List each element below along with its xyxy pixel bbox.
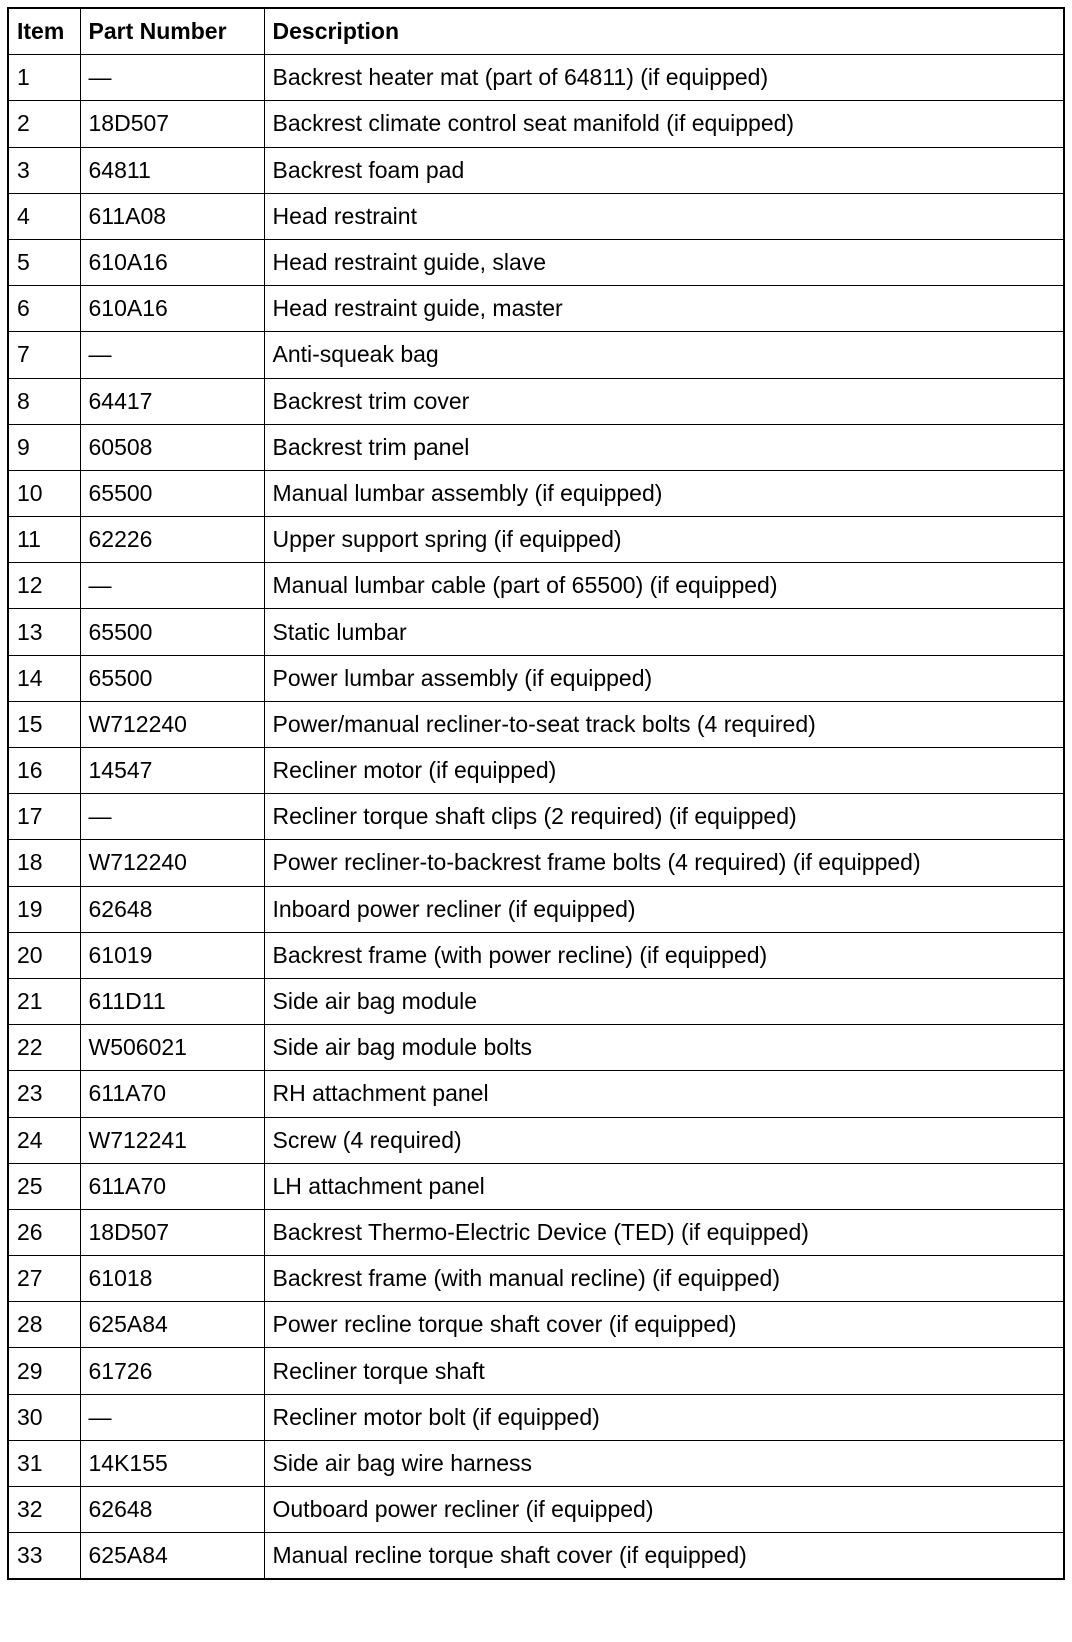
cell-part-number: 18D507 — [80, 1209, 264, 1255]
cell-item: 9 — [8, 424, 80, 470]
cell-part-number: 625A84 — [80, 1302, 264, 1348]
cell-description: LH attachment panel — [264, 1163, 1064, 1209]
cell-item: 7 — [8, 332, 80, 378]
table-header-row — [8, 8, 1064, 55]
table-row — [8, 332, 1064, 378]
table-row — [8, 655, 1064, 701]
table-row — [8, 470, 1064, 516]
cell-part-number: W712241 — [80, 1117, 264, 1163]
cell-item: 19 — [8, 886, 80, 932]
cell-description: Recliner torque shaft — [264, 1348, 1064, 1394]
cell-part-number: 64417 — [80, 378, 264, 424]
table-row — [8, 1302, 1064, 1348]
table-row — [8, 1209, 1064, 1255]
cell-part-number: 62648 — [80, 886, 264, 932]
cell-item: 32 — [8, 1487, 80, 1533]
cell-item: 14 — [8, 655, 80, 701]
cell-item: 4 — [8, 193, 80, 239]
cell-part-number: W506021 — [80, 1025, 264, 1071]
cell-part-number: — — [80, 794, 264, 840]
cell-part-number: 65500 — [80, 655, 264, 701]
column-header-description: Description — [264, 8, 1064, 55]
cell-item: 5 — [8, 239, 80, 285]
cell-description: Backrest foam pad — [264, 147, 1064, 193]
table-row — [8, 424, 1064, 470]
cell-description: Power lumbar assembly (if equipped) — [264, 655, 1064, 701]
table-row — [8, 378, 1064, 424]
cell-description: Power recliner-to-backrest frame bolts (4 required) (if equipped) — [264, 840, 1064, 886]
cell-item: 1 — [8, 55, 80, 101]
cell-description: Anti-squeak bag — [264, 332, 1064, 378]
table-row — [8, 1163, 1064, 1209]
cell-item: 17 — [8, 794, 80, 840]
cell-part-number: 65500 — [80, 470, 264, 516]
table-row — [8, 840, 1064, 886]
table-row — [8, 563, 1064, 609]
cell-description: Manual lumbar assembly (if equipped) — [264, 470, 1064, 516]
cell-description: Static lumbar — [264, 609, 1064, 655]
cell-part-number: 61726 — [80, 1348, 264, 1394]
cell-part-number: 62226 — [80, 517, 264, 563]
cell-item: 25 — [8, 1163, 80, 1209]
cell-description: Manual recline torque shaft cover (if equipped) — [264, 1533, 1064, 1580]
cell-item: 23 — [8, 1071, 80, 1117]
cell-item: 6 — [8, 286, 80, 332]
table-row — [8, 193, 1064, 239]
table-row — [8, 1256, 1064, 1302]
table-row — [8, 517, 1064, 563]
cell-description: Side air bag wire harness — [264, 1440, 1064, 1486]
cell-part-number: 611A08 — [80, 193, 264, 239]
cell-description: Backrest climate control seat manifold (if equipped) — [264, 101, 1064, 147]
parts-table — [7, 7, 1065, 1580]
cell-item: 20 — [8, 932, 80, 978]
cell-description: Upper support spring (if equipped) — [264, 517, 1064, 563]
cell-part-number: 64811 — [80, 147, 264, 193]
cell-description: Backrest heater mat (part of 64811) (if equipped) — [264, 55, 1064, 101]
cell-part-number: — — [80, 563, 264, 609]
table-row — [8, 609, 1064, 655]
cell-description: Side air bag module — [264, 978, 1064, 1024]
cell-description: Backrest frame (with manual recline) (if equipped) — [264, 1256, 1064, 1302]
table-row — [8, 1394, 1064, 1440]
cell-description: Power recline torque shaft cover (if equipped) — [264, 1302, 1064, 1348]
table-row — [8, 286, 1064, 332]
cell-item: 30 — [8, 1394, 80, 1440]
cell-item: 31 — [8, 1440, 80, 1486]
table-row — [8, 1440, 1064, 1486]
cell-description: Recliner torque shaft clips (2 required) (if equipped) — [264, 794, 1064, 840]
table-body — [8, 55, 1064, 1580]
table-row — [8, 1487, 1064, 1533]
cell-description: Head restraint — [264, 193, 1064, 239]
table-row — [8, 978, 1064, 1024]
table-row — [8, 101, 1064, 147]
cell-description: Outboard power recliner (if equipped) — [264, 1487, 1064, 1533]
cell-description: Head restraint guide, slave — [264, 239, 1064, 285]
cell-part-number: 610A16 — [80, 239, 264, 285]
table-row — [8, 886, 1064, 932]
cell-part-number: 60508 — [80, 424, 264, 470]
cell-item: 28 — [8, 1302, 80, 1348]
cell-description: Power/manual recliner-to-seat track bolts (4 required) — [264, 701, 1064, 747]
cell-item: 29 — [8, 1348, 80, 1394]
cell-part-number: — — [80, 332, 264, 378]
cell-description: Backrest trim cover — [264, 378, 1064, 424]
table-row — [8, 1071, 1064, 1117]
cell-description: RH attachment panel — [264, 1071, 1064, 1117]
table-row — [8, 701, 1064, 747]
table-row — [8, 748, 1064, 794]
cell-part-number: 611A70 — [80, 1071, 264, 1117]
table-row — [8, 1348, 1064, 1394]
table-row — [8, 1025, 1064, 1071]
cell-item: 21 — [8, 978, 80, 1024]
cell-item: 11 — [8, 517, 80, 563]
cell-description: Backrest frame (with power recline) (if equipped) — [264, 932, 1064, 978]
cell-item: 33 — [8, 1533, 80, 1580]
cell-description: Head restraint guide, master — [264, 286, 1064, 332]
table-row — [8, 1533, 1064, 1580]
table-row — [8, 1117, 1064, 1163]
cell-part-number: 65500 — [80, 609, 264, 655]
cell-item: 13 — [8, 609, 80, 655]
cell-item: 2 — [8, 101, 80, 147]
column-header-item: Item — [8, 8, 80, 55]
cell-part-number: 14547 — [80, 748, 264, 794]
cell-description: Inboard power recliner (if equipped) — [264, 886, 1064, 932]
cell-part-number: 14K155 — [80, 1440, 264, 1486]
cell-part-number: 625A84 — [80, 1533, 264, 1580]
cell-description: Recliner motor bolt (if equipped) — [264, 1394, 1064, 1440]
cell-description: Manual lumbar cable (part of 65500) (if equipped) — [264, 563, 1064, 609]
cell-item: 8 — [8, 378, 80, 424]
cell-description: Recliner motor (if equipped) — [264, 748, 1064, 794]
cell-description: Screw (4 required) — [264, 1117, 1064, 1163]
cell-part-number: 611D11 — [80, 978, 264, 1024]
table-row — [8, 147, 1064, 193]
cell-item: 10 — [8, 470, 80, 516]
cell-item: 16 — [8, 748, 80, 794]
cell-item: 3 — [8, 147, 80, 193]
cell-part-number: — — [80, 55, 264, 101]
cell-part-number: 610A16 — [80, 286, 264, 332]
cell-description: Side air bag module bolts — [264, 1025, 1064, 1071]
table-row — [8, 239, 1064, 285]
cell-part-number: W712240 — [80, 701, 264, 747]
cell-part-number: 61019 — [80, 932, 264, 978]
cell-description: Backrest trim panel — [264, 424, 1064, 470]
cell-part-number: 18D507 — [80, 101, 264, 147]
cell-item: 15 — [8, 701, 80, 747]
cell-part-number: 611A70 — [80, 1163, 264, 1209]
cell-part-number: 62648 — [80, 1487, 264, 1533]
cell-item: 26 — [8, 1209, 80, 1255]
cell-part-number: 61018 — [80, 1256, 264, 1302]
cell-item: 27 — [8, 1256, 80, 1302]
cell-item: 12 — [8, 563, 80, 609]
cell-part-number: — — [80, 1394, 264, 1440]
cell-description: Backrest Thermo-Electric Device (TED) (if equipped) — [264, 1209, 1064, 1255]
table-row — [8, 794, 1064, 840]
column-header-part-number: Part Number — [80, 8, 264, 55]
cell-part-number: W712240 — [80, 840, 264, 886]
cell-item: 22 — [8, 1025, 80, 1071]
cell-item: 18 — [8, 840, 80, 886]
table-row — [8, 55, 1064, 101]
cell-item: 24 — [8, 1117, 80, 1163]
table-row — [8, 932, 1064, 978]
